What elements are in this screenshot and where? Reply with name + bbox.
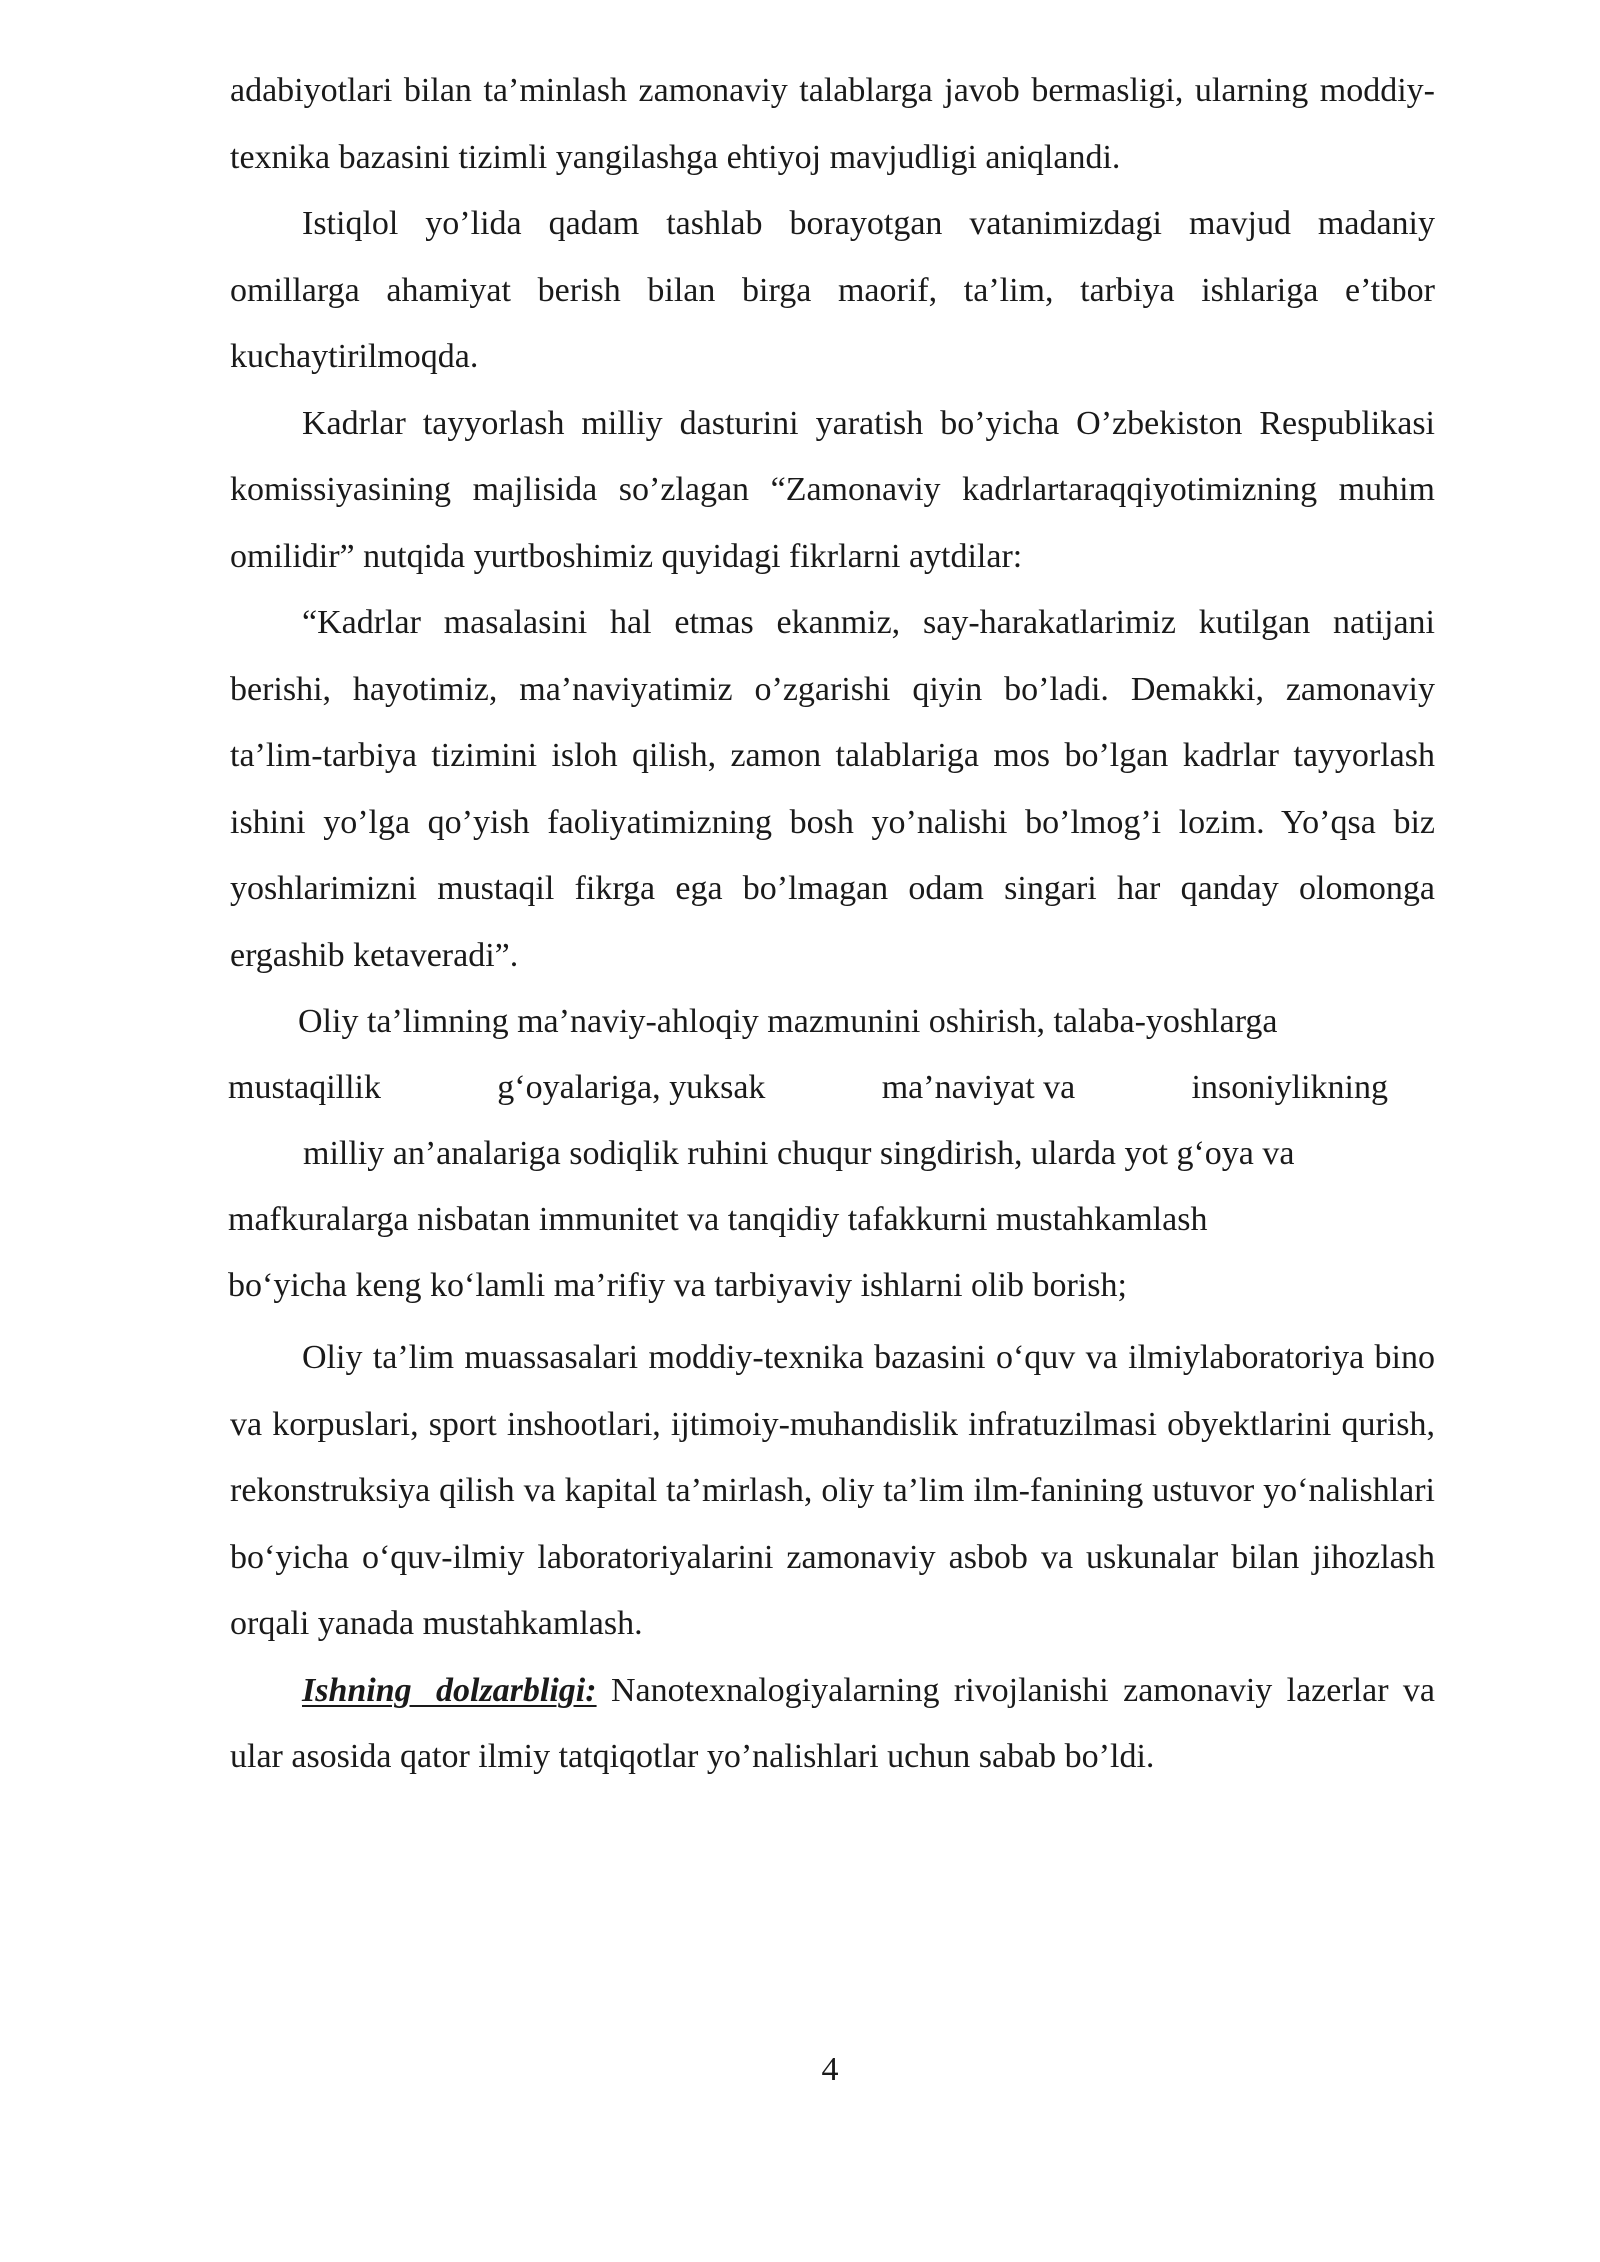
word-group: mustaqillik [228,1069,381,1106]
paragraph-line: Oliy ta’limning ma’naviy-ahloqiy mazmunini oshirish, talaba-yoshlarga [298,1003,1278,1040]
word-group: g‘oyalariga, yuksak [497,1069,766,1106]
paragraph-oliy-talim-manaviy [228,989,1435,1319]
word-group: insoniylikning [1191,1069,1388,1106]
paragraph-line-spaced [228,1055,1388,1121]
paragraph-line: mafkuralarga nisbatan immunitet va tanqidiy tafakkurni mustahkamlash [228,1201,1208,1238]
paragraph-moddiy-texnika: Oliy ta’lim muassasalari moddiy-texnika bazasini o‘quv va ilmiylaboratoriya bino va korpuslari, sport inshootlari, ijtimoiy-muhandislik infratuzilmasi obyektlarini qurish, rekonstruksiya qilish va kapital ta’mirlash, oliy ta’lim ilm-fanining ustuvor yo‘nalishlari bo‘yicha o‘quv-ilmiy laboratoriyalarini zamonaviy asbob va uskunalar bilan jihozlash orqali yanada mustahkamlash. [230,1339,1435,1642]
section-heading-inline: Ishning dolzarbligi: [302,1671,597,1709]
paragraph-quote: “Kadrlar masalasini hal etmas ekanmiz, say-harakatlarimiz kutilgan natijani berishi, hayotimiz, ma’naviyatimiz o’zgarishi qiyin bo’ladi. Demakki, zamonaviy ta’lim-tarbiya tizimini isloh qilish, zamon talablariga mos bo’lgan kadrlar tayyorlash ishini yo’lga qo’yish faoliyatimizning bosh yo’nalishi bo’lmog’i lozim. Yo’qsa biz yoshlarimizni mustaqil fikrga ega bo’lmagan odam singari har qanday olomonga ergashib ketaveradi”. [230,604,1435,974]
paragraph-text: Nanotexnalogiyalarning rivojlanishi zamonaviy lazerlar va ular asosida qator ilmiy tatqiqotlar yo’nalishlari uchun sabab bo’ldi. [230,1671,1435,1775]
paragraph-dolzarblik [230,1658,1435,1791]
paragraph-continuation: adabiyotlari bilan ta’minlash zamonaviy talablarga javob bermasligi, ularning moddiy-texnika bazasini tizimli yangilashga ehtiyoj mavjudligi aniqlandi. [230,72,1435,176]
body-text [230,58,1435,1791]
paragraph-line: milliy an’analariga sodiqlik ruhini chuqur singdirish, ularda yot g‘oya va [303,1135,1295,1172]
paragraph-istiqlol: Istiqlol yo’lida qadam tashlab borayotgan vatanimizdagi mavjud madaniy omillarga ahamiyat berish bilan birga maorif, ta’lim, tarbiya ishlariga e’tibor kuchaytirilmoqda. [230,205,1435,375]
word-group: ma’naviyat va [881,1069,1076,1106]
paragraph-line: bo‘yicha keng ko‘lamli ma’rifiy va tarbiyaviy ishlarni olib borish; [228,1267,1127,1304]
paragraph-kadrlar-dasturi: Kadrlar tayyorlash milliy dasturini yaratish bo’yicha O’zbekiston Respublikasi komissiyasining majlisida so’zlagan “Zamonaviy kadrlartaraqqiyotimizning muhim omilidir” nutqida yurtboshimiz quyidagi fikrlarni aytdilar: [230,404,1435,575]
page-number: 4 [821,2051,839,2088]
